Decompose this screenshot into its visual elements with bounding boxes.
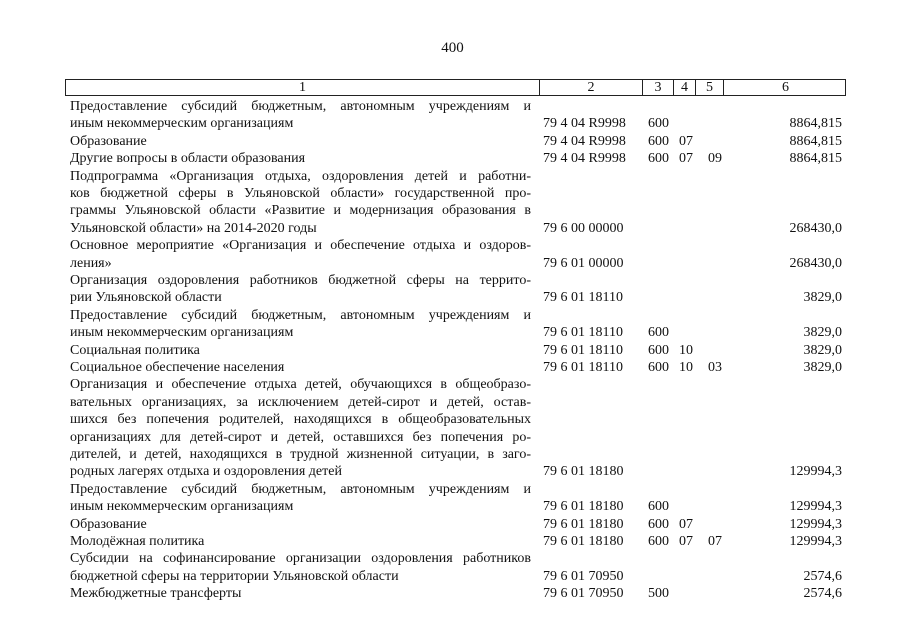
row-col-6: 129994,3 <box>789 464 842 480</box>
row-name <box>70 272 531 307</box>
row-code: 79 6 01 18180 <box>543 516 624 532</box>
row-name-line: Образование <box>70 133 147 149</box>
row-col-3: 600 <box>648 325 669 341</box>
table-row <box>0 133 905 150</box>
row-name-line: шихся без попечения родителей, находящихся в общеобразовательных <box>70 412 531 428</box>
row-name-line: Организация оздоровления работников бюджетной сферы на террито- <box>70 272 531 288</box>
row-name <box>70 150 531 167</box>
row-code: 79 6 01 00000 <box>543 255 624 271</box>
row-col-3: 600 <box>648 533 669 549</box>
table-row <box>0 516 905 533</box>
row-name <box>70 237 531 272</box>
column-header-3: 3 <box>642 80 673 95</box>
row-name-line: Образование <box>70 516 147 532</box>
row-name <box>70 550 531 585</box>
row-col-4: 07 <box>679 516 693 532</box>
row-col-6: 129994,3 <box>789 533 842 549</box>
row-name <box>70 307 531 342</box>
row-name-line: Другие вопросы в области образования <box>70 151 306 167</box>
row-col-4: 10 <box>679 342 693 358</box>
row-col-6: 129994,3 <box>789 499 842 515</box>
row-col-6: 268430,0 <box>789 255 842 271</box>
row-col-6: 8864,815 <box>789 116 842 132</box>
row-col-6: 2574,6 <box>803 568 842 584</box>
row-code: 79 6 01 70950 <box>543 586 624 602</box>
column-header-4: 4 <box>673 80 695 95</box>
row-code: 79 6 01 18110 <box>543 359 623 375</box>
row-col-6: 8864,815 <box>789 133 842 149</box>
row-name-line: Межбюджетные трансферты <box>70 586 242 602</box>
row-name-line: Организация и обеспечение отдыха детей, обучающихся в общеобразо- <box>70 377 531 393</box>
table-row <box>0 342 905 359</box>
row-col-6: 3829,0 <box>803 325 842 341</box>
row-name-line: родных лагерях отдыха и оздоровления детей <box>70 464 342 480</box>
row-col-3: 600 <box>648 499 669 515</box>
row-name <box>70 342 531 359</box>
row-name <box>70 133 531 150</box>
table-row <box>0 307 905 342</box>
row-col-4: 07 <box>679 533 693 549</box>
row-col-6: 8864,815 <box>789 151 842 167</box>
row-code: 79 6 00 00000 <box>543 220 624 236</box>
row-name-line: Социальное обеспечение населения <box>70 359 285 375</box>
table-row <box>0 359 905 376</box>
row-col-6: 3829,0 <box>803 359 842 375</box>
row-col-5: 09 <box>708 151 722 167</box>
row-name-line: Предоставление субсидий бюджетным, автономным учреждениям и <box>70 307 531 323</box>
row-name-line: Предоставление субсидий бюджетным, автономным учреждениям и <box>70 481 531 497</box>
row-name-line: иным некоммерческим организациям <box>70 499 294 515</box>
row-name-line: вательных организациях, за исключением детей-сирот и детей, остав- <box>70 394 531 410</box>
row-col-4: 07 <box>679 133 693 149</box>
table-row <box>0 533 905 550</box>
row-code: 79 6 01 18180 <box>543 499 624 515</box>
row-name-line: Основное мероприятие «Организация и обеспечение отдыха и оздоров- <box>70 238 531 254</box>
column-header-6: 6 <box>723 80 847 95</box>
row-name-line: Подпрограмма «Организация отдыха, оздоровления детей и работни- <box>70 168 531 184</box>
row-col-6: 3829,0 <box>803 290 842 306</box>
column-header-5: 5 <box>695 80 723 95</box>
row-col-4: 07 <box>679 151 693 167</box>
row-col-3: 600 <box>648 133 669 149</box>
row-code: 79 6 01 18110 <box>543 342 623 358</box>
row-col-6: 268430,0 <box>789 220 842 236</box>
row-col-3: 500 <box>648 586 669 602</box>
row-name-line: иным некоммерческим организациям <box>70 325 294 341</box>
table-row <box>0 150 905 167</box>
row-col-3: 600 <box>648 359 669 375</box>
row-code: 79 6 01 18110 <box>543 290 623 306</box>
column-header-1: 1 <box>299 80 306 95</box>
row-col-3: 600 <box>648 151 669 167</box>
row-name-line: граммы Ульяновской области «Развитие и модернизация образования в <box>70 203 531 219</box>
row-name-line: дителей, и детей, находящихся в трудной жизненной ситуации, в заго- <box>70 446 531 462</box>
row-name-line: рии Ульяновской области <box>70 290 222 306</box>
table-row <box>0 98 905 133</box>
row-name-line: Предоставление субсидий бюджетным, автономным учреждениям и <box>70 99 531 114</box>
row-code: 79 4 04 R9998 <box>543 133 626 149</box>
column-header-2: 2 <box>539 80 642 95</box>
row-name <box>70 481 531 516</box>
row-col-6: 2574,6 <box>803 586 842 602</box>
row-code: 79 6 01 18180 <box>543 533 624 549</box>
row-name-line: организациях для детей-сирот и детей, оставшихся без попечения ро- <box>70 429 531 445</box>
row-name <box>70 168 531 238</box>
table-row <box>0 237 905 272</box>
row-name <box>70 98 531 133</box>
row-col-3: 600 <box>648 116 669 132</box>
row-code: 79 6 01 18110 <box>543 325 623 341</box>
row-name-line: Ульяновской области» на 2014-2020 годы <box>70 220 317 236</box>
table-row <box>0 376 905 480</box>
row-code: 79 4 04 R9998 <box>543 116 626 132</box>
row-code: 79 6 01 70950 <box>543 568 624 584</box>
row-name-line: Социальная политика <box>70 342 200 358</box>
row-name-line: ления» <box>70 255 112 271</box>
row-name-line: Субсидии на софинансирование организации оздоровления работников <box>70 551 531 567</box>
row-col-5: 07 <box>708 533 722 549</box>
page-number: 400 <box>441 40 464 56</box>
row-name <box>70 359 531 376</box>
row-name-line: Молодёжная политика <box>70 533 205 549</box>
table-row <box>0 585 905 602</box>
row-name <box>70 376 531 480</box>
table-body <box>0 98 905 603</box>
table-row <box>0 168 905 238</box>
row-col-6: 129994,3 <box>789 516 842 532</box>
table-row <box>0 272 905 307</box>
row-name-line: иным некоммерческим организациям <box>70 116 294 132</box>
row-col-4: 10 <box>679 359 693 375</box>
row-name <box>70 585 531 602</box>
row-code: 79 6 01 18180 <box>543 464 624 480</box>
row-code: 79 4 04 R9998 <box>543 151 626 167</box>
row-col-6: 3829,0 <box>803 342 842 358</box>
row-name-line: ков бюджетной сферы в Ульяновской области» государственной про- <box>70 185 531 201</box>
table-row <box>0 550 905 585</box>
row-col-3: 600 <box>648 516 669 532</box>
row-name <box>70 533 531 550</box>
row-name-line: бюджетной сферы на территории Ульяновской области <box>70 568 399 584</box>
table-header <box>65 79 846 96</box>
row-col-3: 600 <box>648 342 669 358</box>
row-col-5: 03 <box>708 359 722 375</box>
row-name <box>70 516 531 533</box>
table-row <box>0 481 905 516</box>
